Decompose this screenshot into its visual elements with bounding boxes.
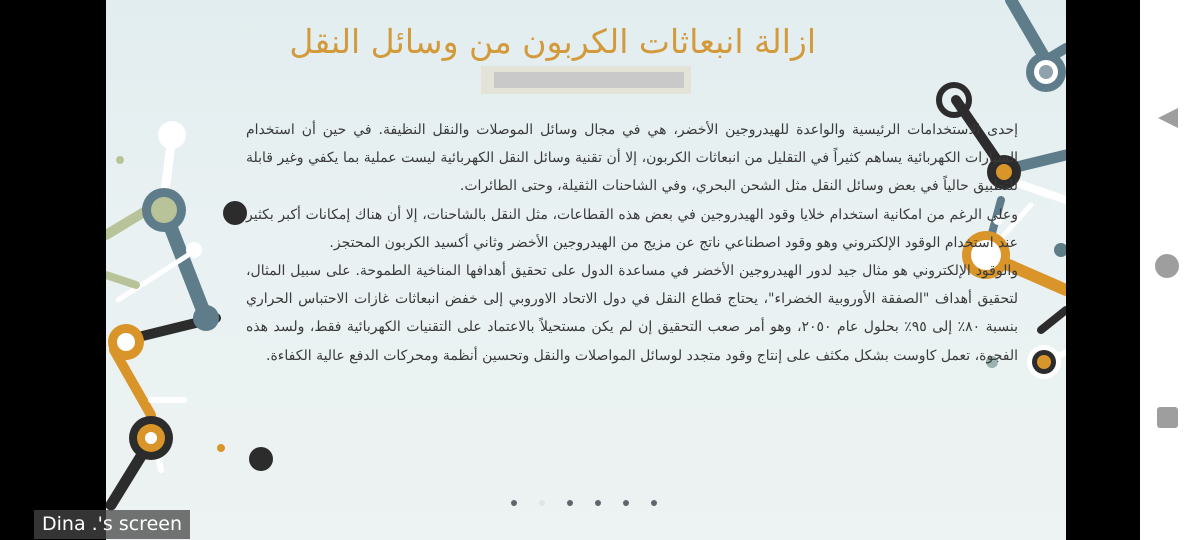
paragraph: وعلى الرغم من امكانية استخدام خلايا وقود الهيدروجين في بعض هذه القطاعات، مثل النقل بالشاحنات، إلا أن هناك إمكانات أكبر بكثير عند استخدام الوقود الإلكتروني وهو وقود اصطناعي ناتج عن مزيج من الهيدروجين الأخضر وثاني أكسيد الكربون المحتجز.	[246, 206, 1018, 251]
page-dot[interactable]	[651, 500, 657, 506]
page-dot-active[interactable]	[539, 500, 545, 506]
page-dot[interactable]	[511, 500, 517, 506]
screen-owner-label: Dina .'s screen	[34, 510, 190, 539]
letterbox-right	[1066, 0, 1140, 540]
back-icon[interactable]	[1156, 106, 1180, 130]
recent-apps-icon[interactable]	[1157, 407, 1178, 428]
presentation-slide	[106, 0, 1066, 540]
paragraph: والوقود الإلكتروني هو مثال جيد لدور الهيدروجين الأخضر في مساعدة الدول على تحقيق أهدافها المناخية الطموحة. على سبيل المثال، لتحقيق أهداف "الصفقة الأوروبية الخضراء"، يحتاج قطاع النقل في دول الاتحاد الاوروبي إلى خفض انبعاثات غازات الاحتباس الحراري بنسبة ٨٠٪ إلى ٩٥٪ بحلول عام ٢٠٥٠، وهو أمر صعب التحقيق إن لم يكن مستحيلاً بالاعتماد على التقنيات الكهربائية فقط، ولسد هذه الفجوة، تعمل كاوست بشكل مكثف على إنتاج وقود متجدد لوسائل المواصلات والنقل وتحسين أنظمة ومحركات الدفع عالية الكفاءة.	[246, 263, 1018, 364]
slide-body	[246, 116, 1018, 370]
slide-title: ازالة انبعاثات الكربون من وسائل النقل	[289, 22, 816, 61]
page-dot[interactable]	[595, 500, 601, 506]
home-icon[interactable]	[1154, 253, 1180, 279]
page-dot[interactable]	[567, 500, 573, 506]
paragraph: إحدى الاستخدامات الرئيسية والواعدة للهيدروجين الأخضر، هي في مجال وسائل الموصلات والنقل النظيفة. في حين أن استخدام السيارات الكهربائية يساهم كثيراً في التقليل من انبعاثات الكربون، إلا أن تقنية وسائل النقل الكهربائية ليست عملية بما يكفي وغير قابلة للتطبيق حالياً في بعض وسائل النقل مثل الشحن البحري، وفي الشاحنات الثقيلة، وحتى الطائرات.	[246, 122, 1018, 195]
slide-pagination	[511, 500, 657, 506]
page-dot[interactable]	[623, 500, 629, 506]
letterbox-left	[0, 0, 106, 540]
redacted-subtitle	[494, 72, 684, 88]
